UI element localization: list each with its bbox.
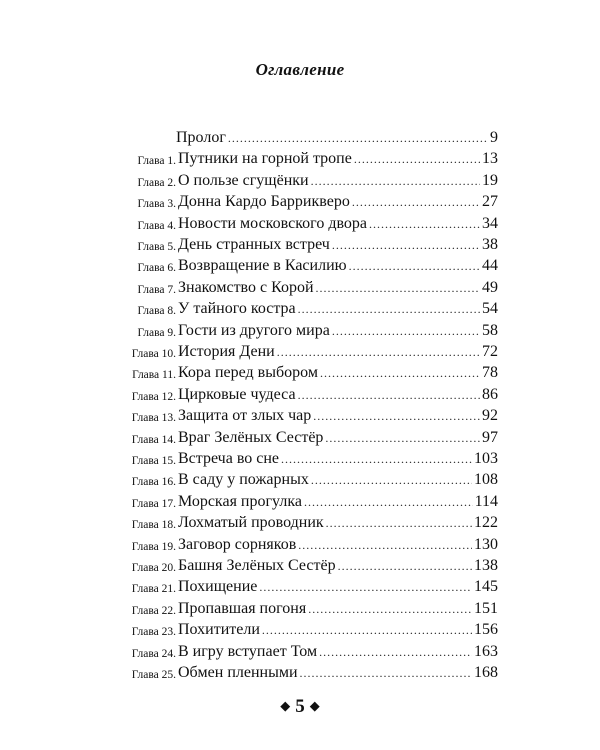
toc-entry-title: Цирковые чудеса	[178, 385, 296, 403]
toc-entry-title: Похищение	[178, 578, 258, 596]
toc-row[interactable]	[0, 384, 600, 406]
toc-entry-line	[178, 148, 498, 170]
toc-entry-line	[178, 234, 498, 256]
chapter-label: Глава 14.	[131, 433, 176, 446]
toc-row[interactable]	[0, 469, 600, 491]
diamond-icon: ◆	[309, 698, 320, 713]
toc-entry-page: 78	[482, 364, 498, 382]
toc-entry-title: Гости из другого мира	[178, 321, 330, 339]
toc-entry-page: 27	[482, 193, 498, 211]
dot-leader	[298, 298, 480, 320]
dot-leader	[277, 341, 480, 363]
toc-entry-title: Обмен пленными	[178, 664, 298, 681]
toc-row[interactable]	[0, 234, 600, 256]
dot-leader	[311, 469, 472, 491]
toc-entry-page: 122	[474, 514, 498, 532]
toc-entry-line	[178, 555, 498, 577]
dot-leader	[298, 384, 480, 406]
toc-row[interactable]	[0, 491, 600, 513]
dot-leader	[326, 512, 472, 534]
chapter-label: Глава 20.	[131, 562, 176, 574]
toc-row[interactable]	[0, 427, 600, 449]
toc-row[interactable]	[0, 213, 600, 235]
toc-entry-page: 92	[482, 407, 498, 425]
dot-leader	[304, 491, 473, 513]
toc-row[interactable]	[0, 277, 600, 299]
dot-leader	[311, 170, 480, 192]
toc-entry-title: О пользе сгущёнки	[178, 171, 309, 189]
chapter-label: Глава 6.	[137, 262, 176, 275]
toc-row[interactable]	[0, 255, 600, 277]
toc-entry-title: День странных встреч	[178, 236, 330, 253]
toc-entry-title: Возвращение в Касилию	[178, 257, 347, 275]
chapter-label: Глава 15.	[131, 455, 176, 467]
toc-entry-page: 34	[482, 214, 498, 232]
toc-entry-line	[178, 341, 498, 363]
toc-entry-page: 9	[490, 129, 498, 146]
chapter-label: Глава 21.	[131, 583, 176, 596]
dot-leader	[316, 277, 480, 299]
dot-leader	[332, 320, 480, 342]
toc-row[interactable]	[0, 641, 600, 663]
toc-row[interactable]	[0, 170, 600, 192]
toc-entry-title: Новости московского двора	[178, 214, 368, 232]
dot-leader	[319, 641, 472, 663]
toc-entry-page: 156	[474, 621, 498, 639]
toc-entry-title: В саду у пожарных	[178, 471, 309, 489]
page-title: Оглавление	[255, 60, 345, 79]
page-footer	[0, 696, 600, 718]
toc-entry-line	[178, 191, 498, 213]
toc-row[interactable]	[0, 576, 600, 598]
toc-entry-page: 138	[474, 557, 498, 574]
page-number: 5	[295, 696, 305, 717]
toc-entry-page: 13	[482, 150, 498, 168]
dot-leader	[349, 255, 480, 277]
toc-row[interactable]	[0, 191, 600, 213]
dot-leader	[300, 662, 472, 684]
chapter-label: Глава 11.	[132, 369, 176, 382]
toc-entry-page: 19	[482, 171, 498, 189]
toc-entry-line	[178, 255, 498, 277]
toc-entry-title: Пропавшая погоня	[178, 599, 307, 617]
toc-entry-page: 163	[474, 642, 498, 660]
toc-entry-line	[178, 320, 498, 342]
dot-leader	[325, 427, 480, 449]
toc-entry-page: 58	[482, 321, 498, 339]
dot-leader	[369, 213, 480, 235]
toc-entry-title: Знакомство с Корой	[178, 278, 314, 296]
toc-entry-title: История Дени	[178, 343, 275, 360]
toc-entry-page: 114	[474, 492, 498, 510]
chapter-label: Глава 19.	[131, 540, 176, 553]
toc-entry-title: Пролог	[176, 129, 226, 146]
chapter-label: Глава 18.	[131, 519, 176, 532]
chapter-label: Глава 9.	[137, 326, 176, 339]
chapter-label: Глава 23.	[131, 626, 176, 639]
toc-entry-page: 38	[482, 236, 498, 253]
chapter-label: Глава 5.	[137, 241, 176, 253]
chapter-label: Глава 22.	[131, 604, 176, 617]
toc-row[interactable]	[0, 598, 600, 620]
toc-entry-line	[178, 362, 498, 384]
toc-entry-title: Похитители	[178, 621, 260, 639]
toc-entry-title: Путники на горной тропе	[178, 150, 352, 168]
toc-entry-page: 86	[482, 385, 498, 403]
toc-row[interactable]	[0, 320, 600, 342]
toc-entry-title: Заговор сорняков	[178, 535, 297, 553]
toc-entry-line	[178, 534, 498, 556]
toc-entry-page: 54	[482, 300, 498, 318]
chapter-label: Глава 16.	[131, 476, 176, 489]
toc-entry-line	[178, 448, 498, 470]
dot-leader	[259, 576, 472, 598]
toc-entry-line	[178, 405, 498, 427]
toc-entry-page: 72	[482, 343, 498, 360]
toc-entry-title: Башня Зелёных Сестёр	[178, 557, 336, 574]
toc-entry-line	[178, 277, 498, 299]
dot-leader	[332, 234, 480, 256]
toc-entry-line	[176, 127, 498, 149]
chapter-label: Глава 2.	[137, 176, 176, 189]
chapter-label: Глава 4.	[137, 219, 176, 232]
toc-entry-page: 168	[474, 664, 498, 681]
dot-leader	[262, 619, 472, 641]
chapter-label: Глава 25.	[131, 669, 176, 681]
toc-row[interactable]	[0, 662, 600, 684]
toc-row[interactable]	[0, 534, 600, 556]
dot-leader	[313, 405, 480, 427]
dot-leader	[281, 448, 472, 470]
toc-entry-title: Встреча во сне	[178, 450, 280, 467]
toc-entry-line	[178, 598, 498, 620]
chapter-label: Глава 13.	[131, 412, 176, 425]
toc-entry-line	[178, 512, 498, 534]
toc-entry-page: 108	[474, 471, 498, 489]
toc-row-prolog[interactable]	[0, 127, 600, 149]
diamond-icon: ◆	[280, 698, 291, 713]
chapter-label: Глава 8.	[137, 305, 176, 318]
chapter-label: Глава 17.	[131, 497, 176, 510]
toc-entry-page: 49	[482, 278, 498, 296]
toc-entry-line	[178, 384, 498, 406]
toc-entry-title: Враг Зелёных Сестёр	[178, 428, 324, 446]
toc-entry-title: Донна Кардо Баррикверо	[178, 193, 350, 211]
toc-entry-line	[178, 662, 498, 684]
toc-entry-page: 103	[474, 450, 498, 467]
dot-leader	[352, 191, 480, 213]
toc-entry-title: Кора перед выбором	[178, 364, 318, 382]
dot-leader	[298, 534, 472, 556]
toc-entry-page: 44	[482, 257, 498, 275]
chapter-label: Глава 1.	[137, 155, 176, 168]
toc-entry-line	[178, 170, 498, 192]
toc-entry-title: Защита от злых чар	[178, 407, 312, 425]
toc-entry-title: Морская прогулка	[178, 492, 302, 510]
chapter-label: Глава 12.	[131, 390, 176, 403]
toc-entry-line	[178, 469, 498, 491]
chapter-label: Глава 3.	[137, 198, 176, 211]
chapter-label: Глава 10.	[131, 348, 176, 360]
toc-entry-page: 97	[482, 428, 498, 446]
toc-entry-title: Лохматый проводник	[178, 514, 324, 532]
toc-entry-line	[178, 213, 498, 235]
toc-entry-title: В игру вступает Том	[178, 642, 318, 660]
chapter-label: Глава 7.	[137, 283, 176, 296]
toc-row[interactable]	[0, 405, 600, 427]
toc-row[interactable]	[0, 298, 600, 320]
toc-row[interactable]	[0, 362, 600, 384]
toc-entry-page: 151	[474, 599, 498, 617]
toc-entry-page: 145	[474, 578, 498, 596]
dot-leader	[320, 362, 480, 384]
toc-row[interactable]	[0, 341, 600, 363]
toc-entry-line	[178, 641, 498, 663]
toc-entry-line	[178, 576, 498, 598]
dot-leader	[228, 127, 488, 149]
dot-leader	[354, 148, 480, 170]
dot-leader	[308, 598, 472, 620]
toc-row[interactable]	[0, 555, 600, 577]
toc-row[interactable]	[0, 148, 600, 170]
toc-row[interactable]	[0, 512, 600, 534]
toc-entry-line	[178, 427, 498, 449]
chapter-label: Глава 24.	[131, 647, 176, 660]
toc-entry-title: У тайного костра	[178, 300, 296, 318]
toc-entry-line	[178, 491, 498, 513]
toc-row[interactable]	[0, 619, 600, 641]
dot-leader	[338, 555, 472, 577]
toc-entry-line	[178, 298, 498, 320]
toc-row[interactable]	[0, 448, 600, 470]
toc-entry-page: 130	[474, 535, 498, 553]
toc-entry-line	[178, 619, 498, 641]
